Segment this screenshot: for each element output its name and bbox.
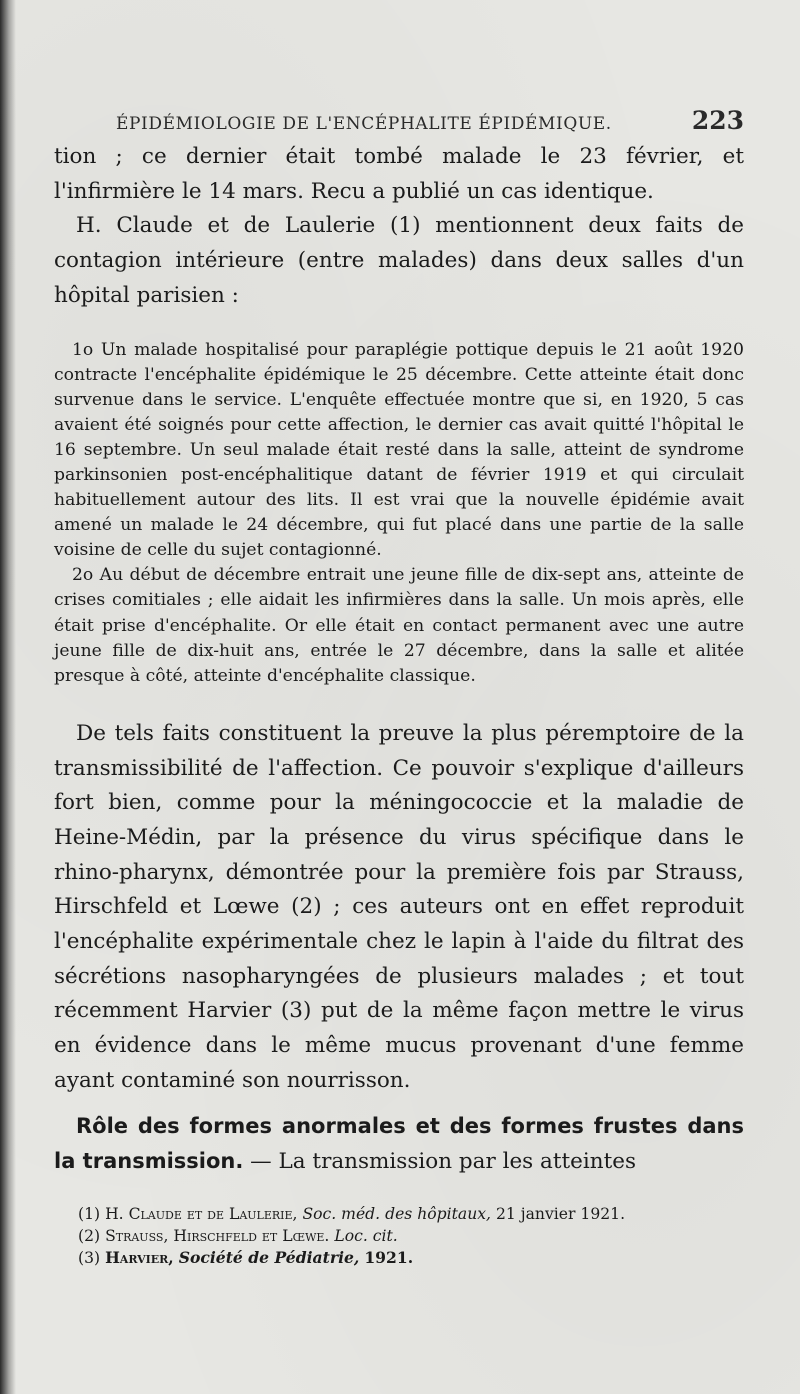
section-paragraph — [54, 1109, 744, 1180]
footnote-source: Société de Pédiatrie, — [178, 1247, 360, 1267]
footnote-3 — [78, 1247, 744, 1269]
footnote-marker: (3) — [78, 1248, 101, 1267]
footnote-1 — [78, 1203, 744, 1225]
paragraph-claude-laulerie: H. Claude et de Laulerie (1) mentionnent deux faits de contagion intérieure (entre malades) dans deux salles d'un hôpital parisien : — [54, 213, 744, 308]
footnote-marker: (2) — [78, 1226, 101, 1245]
footnote-authors: Harvier, — [105, 1247, 174, 1267]
footnote-2 — [78, 1225, 744, 1247]
footnotes — [54, 1203, 744, 1269]
text-block — [54, 104, 744, 1269]
binding-shadow — [0, 0, 16, 1394]
footnote-marker: (1) — [78, 1204, 101, 1223]
case-two-paragraph: 2o Au début de décembre entrait une jeune fille de dix-sept ans, atteinte de crises comitiales ; elle aidait les infirmières dans la salle. Un mois après, elle était prise d'encéphalite. Or elle était en contact permanent avec une autre jeune fille de dix-huit ans, entrée le 27 décembre, dans la salle et alitée presque à côté, atteinte d'encéphalite classique. — [54, 565, 744, 686]
paragraph-transmissibility: De tels faits constituent la preuve la plus péremptoire de la transmissibilité de l'affection. Ce pouvoir s'explique d'ailleurs fort bien, comme pour la méningococcie et la maladie de Heine-Médin, par la présence du virus spécifique dans le rhino-pharynx, démontrée pour la première fois par Strauss, Hirschfeld et Lœwe (2) ; ces auteurs ont en effet reproduit l'encéphalite expérimentale chez le lapin à l'aide du filtrat des sécrétions nasopharyngées de plusieurs malades ; et tout récemment Harvier (3) put de la même façon mettre le virus en évidence dans le même mucus provenant d'une femme ayant contaminé son nourrisson. — [54, 720, 744, 1093]
footnote-authors: Strauss, Hirschfeld et Lœwe. — [105, 1226, 330, 1245]
footnote-source: Soc. méd. des hôpitaux, — [302, 1204, 492, 1223]
footnote-separator — [78, 1192, 148, 1193]
case-one-paragraph: 1o Un malade hospitalisé pour paraplégie pottique depuis le 21 août 1920 contracte l'encéphalite épidémique le 25 décembre. Cette atteinte était donc survenue dans le service. L'enquête effectuée montre que si, en 1920, 5 cas avaient été soignés pour cette affection, le dernier cas avait quitté l'hôpital le 16 septembre. Un seul malade était resté dans la salle, atteint de syndrome parkinsonien post-encéphalitique datant de février 1919 et qui circulait habituellement autour des lits. Il est vrai que la nouvelle épidémie avait amené un malade le 24 décembre, qui fut placé dans une partie de la salle voisine de celle du sujet contagionné. — [54, 339, 744, 561]
footnote-detail: 21 janvier 1921. — [495, 1204, 626, 1223]
running-head-title: ÉPIDÉMIOLOGIE DE L'ENCÉPHALITE ÉPIDÉMIQUE. — [116, 114, 612, 134]
page-number: 223 — [691, 106, 744, 135]
paragraph-continuation: tion ; ce dernier était tombé malade le 23 février, et l'infirmière le 14 mars. Recu a publié un cas identique. — [54, 144, 744, 204]
running-head — [54, 104, 744, 140]
footnote-authors: H. Claude et de Laulerie, — [105, 1204, 298, 1223]
section-heading-continuation: — La transmission par les atteintes — [243, 1149, 636, 1175]
section-heading: Rôle des formes anormales et des formes frustes dans la transmission. — [54, 1113, 744, 1174]
footnote-source: Loc. cit. — [334, 1226, 398, 1245]
footnote-detail: 1921. — [364, 1247, 414, 1267]
